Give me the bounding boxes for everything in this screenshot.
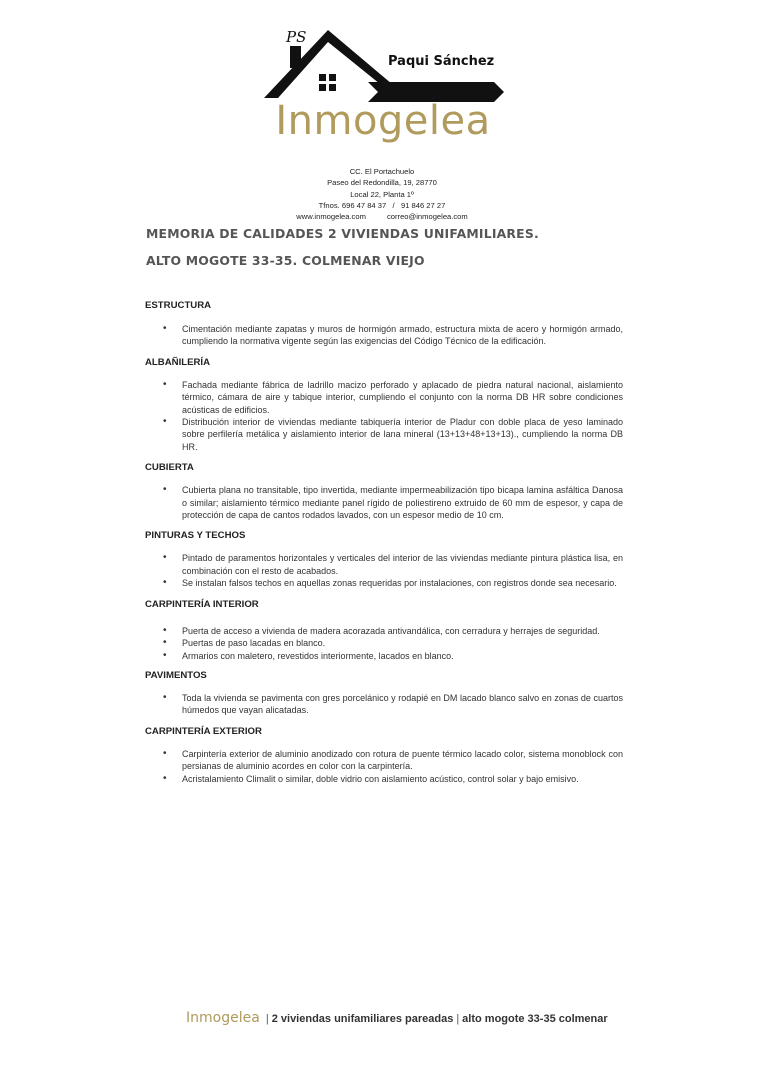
section-albanileria xyxy=(145,357,623,453)
phone-line: Tfnos. 696 47 84 37 / 91 846 27 27 xyxy=(318,200,446,210)
footer-separator: | xyxy=(456,1013,460,1025)
section-estructura xyxy=(145,300,623,348)
list-item: • Distribución interior de viviendas mediante tabiquería interior de Pladur con doble placa de yeso laminado sobre perfilería metálica y aislamiento interior de lana mineral (13+13+48+13+13)., cumpliendo la norma DB HR. xyxy=(145,416,623,453)
bullet-list xyxy=(145,692,623,717)
list-item: • Cubierta plana no transitable, tipo invertida, mediante impermeabilización tipo bicapa lamina asfáltica Danosa o similar; aislamiento térmico mediante panel rígido de poliestireno extruido de 60 mm de espesor, y capa de protección de capa de cantos rodados lavados, con un espesor medio de 10 cm. xyxy=(145,484,623,521)
logo-agent-name: Paqui Sánchez xyxy=(388,54,495,69)
footer-project: 2 viviendas unifamiliares pareadas xyxy=(271,1013,454,1025)
logo-brand: Inmogelea xyxy=(275,98,491,144)
logo-initials: PS xyxy=(286,28,307,46)
address-line: CC. El Portachuelo xyxy=(349,167,415,176)
document-body xyxy=(145,300,623,785)
list-item: • Carpintería exterior de aluminio anodizado con rotura de puente térmico lacado color, sistema monoblock con persianas de aluminio acordes en color con la carpintería. xyxy=(145,748,623,773)
document-subtitle: ALTO MOGOTE 33-35. COLMENAR VIEJO xyxy=(146,253,425,268)
list-item: • Cimentación mediante zapatas y muros de hormigón armado, estructura mixta de acero y hormigón armado, cumpliendo la normativa vigente según las exigencias del Código Técnico de la edificación. xyxy=(145,323,623,348)
bullet-list xyxy=(145,552,623,589)
page-footer xyxy=(186,1010,608,1026)
footer-brand: Inmogelea xyxy=(186,1010,260,1026)
section-carpinteria-interior xyxy=(145,599,623,662)
footer-separator: | xyxy=(265,1013,269,1025)
bullet-list xyxy=(145,323,623,348)
section-carpinteria-exterior xyxy=(145,726,623,785)
section-pavimentos xyxy=(145,670,623,717)
list-item: • Toda la vivienda se pavimenta con gres porcelánico y rodapié en DM lacado blanco salvo en zonas de cuartos húmedos que vayan alicatadas. xyxy=(145,692,623,717)
list-item: • Puerta de acceso a vivienda de madera acorazada antivandálica, con cerradura y herrajes de seguridad. xyxy=(145,625,623,637)
section-pinturas-techos xyxy=(145,530,623,589)
list-item: • Acristalamiento Climalit o similar, doble vidrio con aislamiento acústico, control solar y bajo emisivo. xyxy=(145,773,623,785)
bullet-list xyxy=(145,748,623,785)
section-cubierta xyxy=(145,462,623,521)
list-item: • Se instalan falsos techos en aquellas zonas requeridas por instalaciones, con registros donde sea necesario. xyxy=(145,577,623,589)
list-item: • Puertas de paso lacadas en blanco. xyxy=(145,637,623,649)
address-line: Local 22, Planta 1º xyxy=(350,189,414,199)
contact-address xyxy=(0,166,764,222)
web-email-line: www.inmogelea.com correo@inmogelea.com xyxy=(296,212,468,222)
list-item: • Armarios con maletero, revestidos interiormente, lacados en blanco. xyxy=(145,650,623,662)
list-item: • Pintado de paramentos horizontales y verticales del interior de las viviendas mediante pintura plástica lisa, en combinación con el resto de acabados. xyxy=(145,552,623,577)
section-heading: ALBAÑILERÍA xyxy=(145,356,211,368)
section-heading: ESTRUCTURA xyxy=(145,300,212,311)
section-heading: CUBIERTA xyxy=(145,462,194,474)
section-heading: PAVIMENTOS xyxy=(145,669,207,681)
bullet-list xyxy=(145,484,623,521)
document-title: MEMORIA DE CALIDADES 2 VIVIENDAS UNIFAMILIARES. xyxy=(146,226,539,241)
list-item: • Fachada mediante fábrica de ladrillo macizo perforado y aplacado de piedra natural nacional, aislamiento térmico, cámara de aire y tabique interior, cumpliendo el conjunto con la norma DB HR sobre condiciones acústicas de edificios. xyxy=(145,379,623,416)
section-heading: CARPINTERÍA EXTERIOR xyxy=(145,725,262,737)
bullet-list xyxy=(145,625,623,662)
address-line: Paseo del Redondilla, 19, 28770 xyxy=(327,178,437,188)
bullet-list xyxy=(145,379,623,453)
footer-location: alto mogote 33-35 colmenar xyxy=(462,1013,608,1025)
section-heading: PINTURAS Y TECHOS xyxy=(145,530,246,542)
section-heading: CARPINTERÍA INTERIOR xyxy=(145,598,259,610)
